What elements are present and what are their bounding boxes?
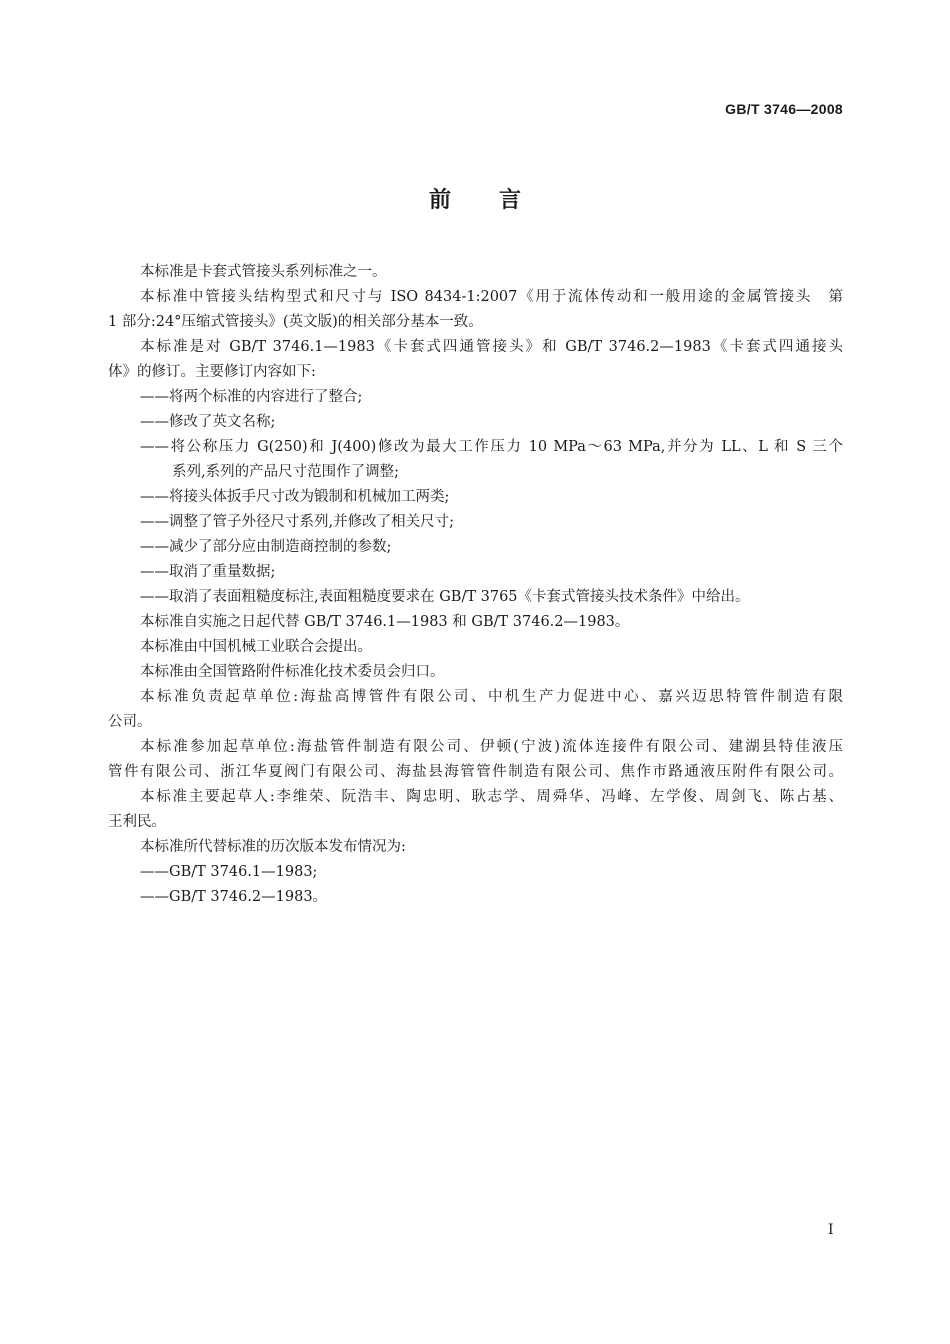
text-line: 体》的修订。主要修订内容如下: — [108, 364, 316, 380]
text-line: ——取消了表面粗糙度标注,表面粗糙度要求在 GB/T 3765《卡套式管接头技术条件》中给出。 — [140, 589, 750, 605]
text-line: ——取消了重量数据; — [140, 564, 276, 580]
text-line: ——减少了部分应由制造商控制的参数; — [140, 539, 392, 555]
text-line: ——GB/T 3746.1—1983; — [140, 864, 318, 880]
text-line: ——GB/T 3746.2—1983。 — [140, 889, 328, 905]
page-title: 前言 — [428, 187, 569, 213]
text-line: 本标准自实施之日起代替 GB/T 3746.1—1983 和 GB/T 3746.2—1983。 — [140, 614, 630, 630]
text-line: ——将接头体扳手尺寸改为锻制和机械加工两类; — [140, 489, 450, 505]
page-number: I — [828, 1222, 834, 1238]
text-line: 本标准负责起草单位:海盐高博管件有限公司、中机生产力促进中心、嘉兴迈思特管件制造有限 — [140, 689, 843, 705]
text-line: 公司。 — [108, 714, 152, 730]
text-line: 本标准是卡套式管接头系列标准之一。 — [140, 264, 387, 280]
text-line: 本标准由中国机械工业联合会提出。 — [140, 639, 372, 655]
text-line: 系列,系列的产品尺寸范围作了调整; — [172, 464, 399, 480]
foreword-body — [108, 260, 843, 910]
text-line: 本标准主要起草人:李维荣、阮浩丰、陶忠明、耿志学、周舜华、冯峰、左学俊、周剑飞、陈占基、 — [140, 789, 843, 805]
text-line: 管件有限公司、浙江华夏阀门有限公司、海盐县海管管件制造有限公司、焦作市路通液压附件有限公司。 — [108, 764, 843, 780]
text-line: 本标准是对 GB/T 3746.1—1983《卡套式四通管接头》和 GB/T 3746.2—1983《卡套式四通接头 — [140, 339, 843, 355]
text-line: ——修改了英文名称; — [140, 414, 276, 430]
text-line: 王利民。 — [108, 814, 166, 830]
text-line: ——将公称压力 G(250)和 J(400)修改为最大工作压力 10 MPa～63 MPa,并分为 LL、L 和 S 三个 — [140, 439, 843, 455]
standard-code: GB/T 3746—2008 — [725, 101, 843, 117]
text-line: 本标准由全国管路附件标准化技术委员会归口。 — [140, 664, 445, 680]
text-line: ——调整了管子外径尺寸系列,并修改了相关尺寸; — [140, 514, 454, 530]
text-line: 1 部分:24°压缩式管接头》(英文版)的相关部分基本一致。 — [108, 314, 483, 330]
text-line: 本标准参加起草单位:海盐管件制造有限公司、伊顿(宁波)流体连接件有限公司、建湖县特佳液压 — [140, 739, 843, 755]
text-line: ——将两个标准的内容进行了整合; — [140, 389, 363, 405]
text-line: 本标准所代替标准的历次版本发布情况为: — [140, 839, 406, 855]
text-line: 本标准中管接头结构型式和尺寸与 ISO 8434-1:2007《用于流体传动和一般用途的金属管接头 第 — [140, 289, 843, 305]
